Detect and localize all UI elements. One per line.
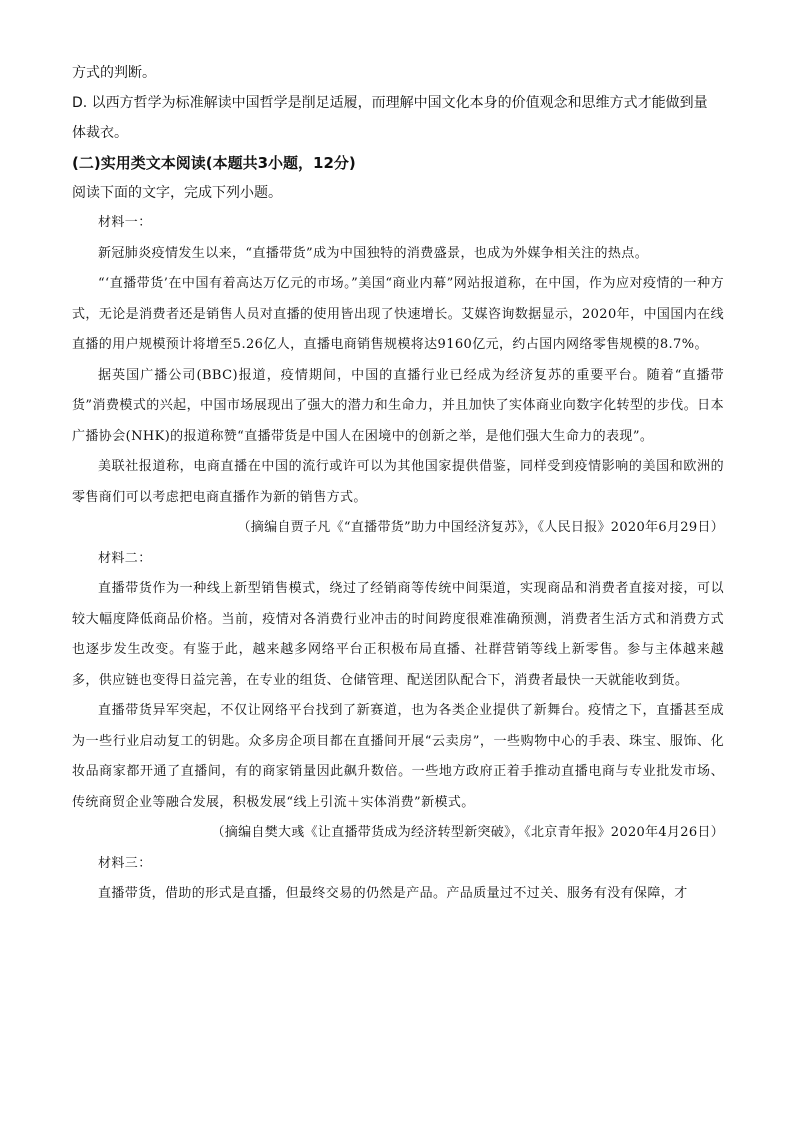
section-instruction: 阅读下面的文字，完成下列小题。	[72, 185, 282, 201]
material-one-source: （摘编自贾子凡《“直播带货”助力中国经济复苏》，《人民日报》2020年6月29日）	[237, 520, 724, 535]
material-two-label: 材料二：	[98, 550, 152, 566]
document-page	[72, 58, 724, 910]
material-one-paragraph: 新冠肺炎疫情发生以来，“直播带货”成为中国独特的消费盛景，也成为外媒争相关注的热点。	[98, 245, 649, 261]
material-two	[72, 544, 724, 849]
material-three-label: 材料三：	[98, 855, 152, 871]
option-d-line: D. 以西方哲学为标准解读中国哲学是削足适履，而理解中国文化本身的价值观念和思维方式才能做到量	[72, 95, 708, 111]
material-one-paragraph: 据英国广播公司(BBC)报道，疫情期间，中国的直播行业已经成为经济复苏的重要平台。随着“直播带货”消费模式的兴起，中国市场展现出了强大的潜力和生命力，并且加快了实体商业向数字化转型的步伐。日本广播协会(NHK)的报道称赞“直播带货是中国人在困境中的创新之举，是他们强大生命力的表现”。	[72, 367, 724, 444]
material-one-paragraph: “‘直播带货’在中国有着高达万亿元的市场。”美国“商业内幕”网站报道称，在中国，作为应对疫情的一种方式，无论是消费者还是销售人员对直播的使用皆出现了快速增长。艾媒咨询数据显示，2020年，中国国内在线直播的用户规模预计将增至5.26亿人，直播电商销售规模将达9160亿元，约占国内网络零售规模的8.7%。	[72, 276, 724, 352]
material-two-paragraph: 直播带货异军突起，不仅让网络平台找到了新赛道，也为各类企业提供了新舞台。疫情之下，直播甚至成为一些行业启动复工的钥匙。众多房企项目都在直播间开展“云卖房”，一些购物中心的手表、珠宝、服饰、化妆品商家都开通了直播间，有的商家销量因此飙升数倍。一些地方政府正着手推动直播电商与专业批发市场、传统商贸企业等融合发展，积极发展“线上引流＋实体消费”新模式。	[72, 703, 724, 810]
material-two-source: （摘编自樊大彧《让直播带货成为经济转型新突破》，《北京青年报》2020年4月26日）	[211, 825, 724, 840]
continued-line: 方式的判断。	[72, 65, 156, 81]
material-one	[72, 208, 724, 544]
material-three	[72, 849, 724, 910]
section-heading: (二)实用类文本阅读(本题共3小题，12分)	[72, 154, 356, 172]
material-one-paragraph: 美联社报道称，电商直播在中国的流行或许可以为其他国家提供借鉴，同样受到疫情影响的美国和欧洲的零售商们可以考虑把电商直播作为新的销售方式。	[72, 459, 724, 505]
material-two-paragraph: 直播带货作为一种线上新型销售模式，绕过了经销商等传统中间渠道，实现商品和消费者直接对接，可以较大幅度降低商品价格。当前，疫情对各消费行业冲击的时间跨度很难准确预测，消费者生活方式和消费方式也逐步发生改变。有鉴于此，越来越多网络平台正积极布局直播、社群营销等线上新零售。参与主体越来越多，供应链也变得日益完善，在专业的组货、仓储管理、配送团队配合下，消费者最快一天就能收到货。	[72, 581, 724, 688]
option-d-continued: 体裁衣。	[72, 125, 128, 141]
material-one-label: 材料一：	[98, 215, 152, 230]
material-three-paragraph: 直播带货，借助的形式是直播，但最终交易的仍然是产品。产品质量过不过关、服务有没有保障，才	[98, 886, 688, 901]
